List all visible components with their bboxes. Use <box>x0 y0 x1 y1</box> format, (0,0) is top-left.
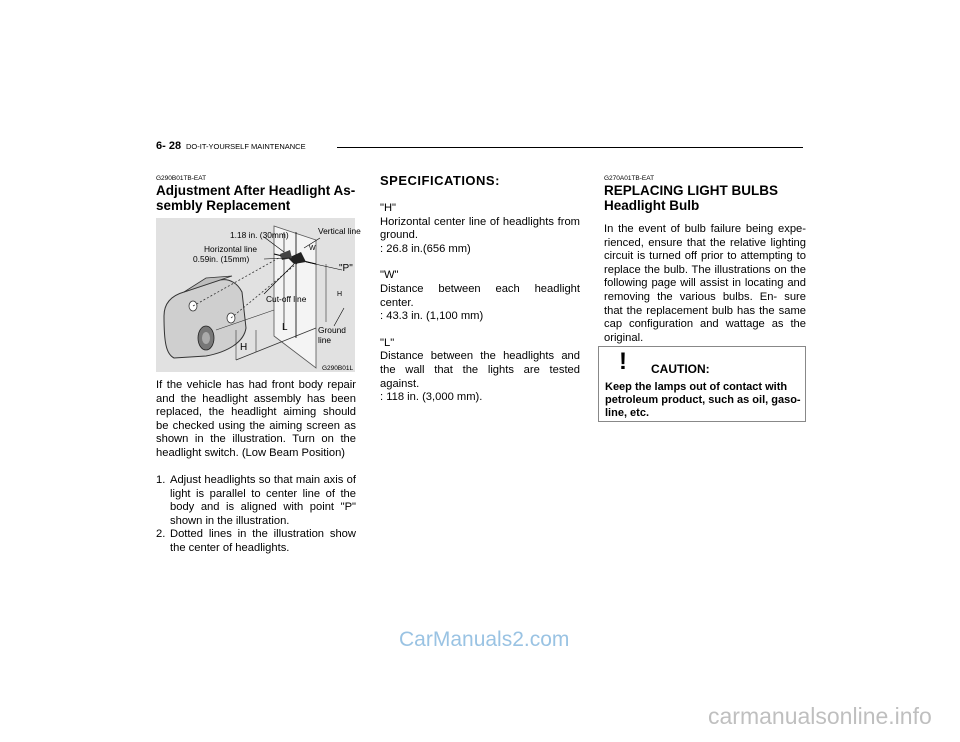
list-text: Dotted lines in the illustration show the center of headlights. <box>170 528 356 554</box>
label-h-small: H <box>337 291 343 298</box>
spec-description: Horizontal center line of headlights from ground. <box>380 215 580 242</box>
label-l: L <box>282 322 288 333</box>
heading-line-2: Headlight Bulb <box>604 198 700 213</box>
warning-icon <box>612 347 634 373</box>
specifications-heading: SPECIFICATIONS: <box>380 173 500 188</box>
list-item <box>156 474 356 528</box>
page-number: 6- 28 <box>156 140 182 152</box>
specifications-list <box>380 202 580 418</box>
label-ground-line: line <box>318 335 332 345</box>
caution-title: CAUTION: <box>651 362 710 376</box>
section-code: G290B01TB-EAT <box>156 175 207 182</box>
watermark-bottom: carmanualsonline.info <box>708 703 932 729</box>
spec-key: "H" <box>380 202 397 214</box>
spec-value: : 26.8 in.(656 mm) <box>380 242 471 255</box>
section-title: DO-IT-YOURSELF MAINTENANCE <box>186 142 306 151</box>
section-heading <box>156 183 356 213</box>
spec-item-w <box>380 269 580 323</box>
spec-item-h <box>380 202 580 256</box>
label-cutoff-line: Cut-off line <box>266 294 307 304</box>
caution-box <box>598 346 806 422</box>
label-horizontal-line: Horizontal line <box>204 244 258 254</box>
label-h-big: H <box>240 342 248 353</box>
intro-paragraph: If the vehicle has had front body repair and the headlight assembly has been replaced, the headlight aiming should be checked using the aiming screen as shown in the illustration. Turn on the headlight switch. (Low Beam Position) <box>156 379 356 459</box>
bulb-paragraph: In the event of bulb failure being expe- rienced, ensure that the relative lighting circuit is turned off prior to attempting to replace the bulb. The illustrations on the following page will assist in locating and removing the various bulbs. En- sure that the replacement bulb has the same cap configuration and wattage as the original. <box>604 223 806 344</box>
aiming-diagram <box>156 218 355 372</box>
spec-key: "L" <box>380 336 395 349</box>
headlight-aiming-figure <box>156 218 361 372</box>
heading-line-1: REPLACING LIGHT BULBS <box>604 183 778 198</box>
label-vertical-line: Vertical line <box>318 226 361 236</box>
spec-item-l <box>380 337 580 405</box>
spec-value: : 43.3 in. (1,100 mm) <box>380 310 484 323</box>
label-ground: Ground <box>318 325 346 335</box>
list-number: 1. <box>156 474 166 486</box>
svg-text:!: ! <box>619 348 627 373</box>
list-item <box>156 528 356 555</box>
spec-description: Distance between each headlight center. <box>380 282 580 309</box>
list-number: 2. <box>156 528 166 541</box>
label-p: "P" <box>339 263 353 274</box>
section-code: G270A01TB-EAT <box>604 175 655 182</box>
list-text: Adjust headlights so that main axis of light is parallel to center line of the body and is aligned with point "P" shown in the illustration. <box>170 474 356 527</box>
instruction-list <box>156 474 356 556</box>
section-heading <box>604 183 806 213</box>
heading-line-2: sembly Replacement <box>156 198 291 213</box>
spec-description: Distance between the headlights and the wall that the lights are tested against. <box>380 350 580 390</box>
label-offset-30: 1.18 in. (30mm) <box>230 230 289 240</box>
spec-key: "W" <box>380 269 399 282</box>
heading-line-1: Adjustment After Headlight As- <box>156 183 356 198</box>
label-offset-15: 0.59in. (15mm) <box>193 254 250 264</box>
spec-value: : 118 in. (3,000 mm). <box>380 391 483 404</box>
watermark-top: CarManuals2.com <box>399 628 570 651</box>
figure-code: G290B01L <box>322 365 354 372</box>
header-rule <box>337 147 803 148</box>
caution-text: Keep the lamps out of contact with petroleum product, such as oil, gaso- line, etc. <box>605 381 801 419</box>
label-w: W <box>309 245 316 252</box>
